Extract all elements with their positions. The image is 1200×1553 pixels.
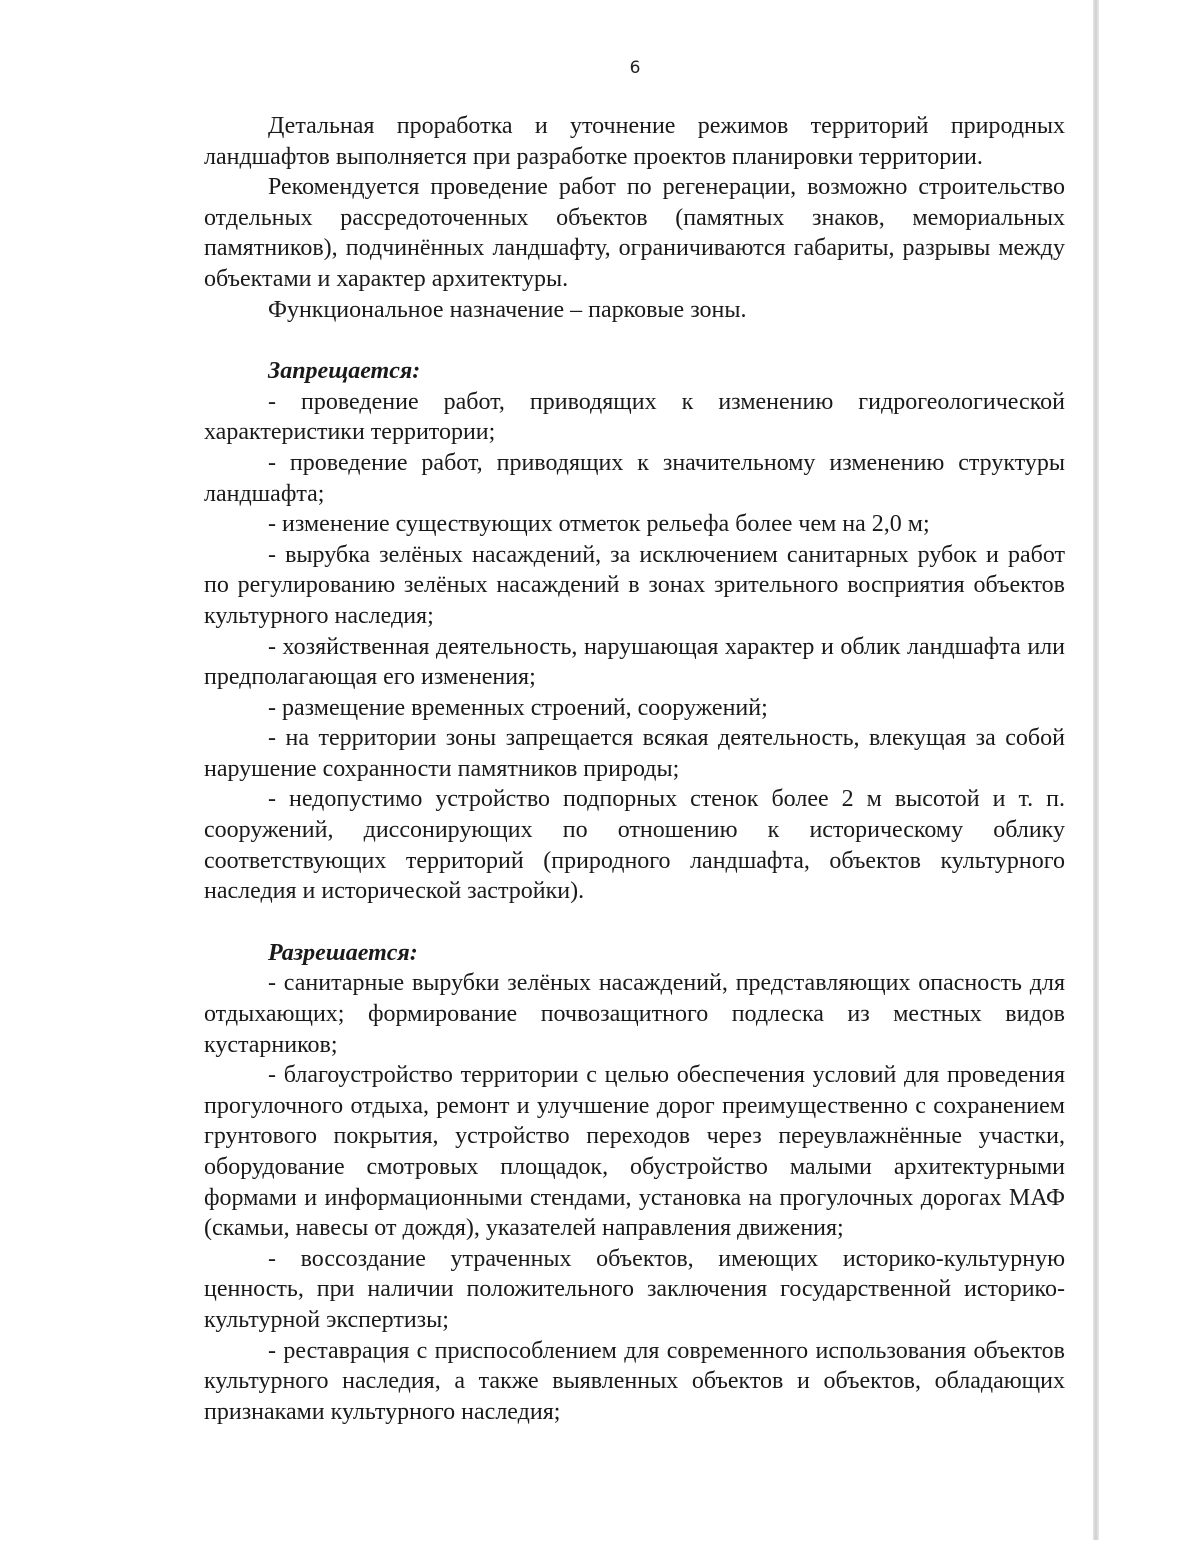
prohibited-item: - на территории зоны запрещается всякая деятельность, влекущая за собой нарушение сохранности памятников природы; <box>204 725 1065 782</box>
intro-paragraph: Детальная проработка и уточнение режимов территорий природных ландшафтов выполняется при разработке проектов планировки территории. <box>204 113 1065 170</box>
document-body <box>204 111 1065 1427</box>
permitted-item: - санитарные вырубки зелёных насаждений, представляющих опасность для отдыхающих; формирование почвозащитного подлеска из местных видов кустарников; <box>204 970 1065 1058</box>
intro-paragraph: Функциональное назначение – парковые зоны. <box>268 296 747 323</box>
prohibited-item: - изменение существующих отметок рельефа более чем на 2,0 м; <box>268 511 930 538</box>
permitted-item: - воссоздание утраченных объектов, имеющих историко-культурную ценность, при наличии положительного заключения государственной историко-культурной экспертизы; <box>204 1245 1065 1333</box>
prohibited-item: - проведение работ, приводящих к значительному изменению структуры ландшафта; <box>204 449 1065 507</box>
intro-paragraph: Рекомендуется проведение работ по регенерации, возможно строительство отдельных рассредоточенных объектов (памятных знаков, мемориальных памятников), подчинённых ландшафту, ограничиваются габариты, разрывы между объектами и характер архитектуры. <box>204 174 1065 292</box>
prohibited-item: - вырубка зелёных насаждений, за исключением санитарных рубок и работ по регулированию зелёных насаждений в зонах зрительного восприятия объектов культурного наследия; <box>204 541 1065 629</box>
prohibited-item: - проведение работ, приводящих к изменению гидрогеологической характеристики территории; <box>204 388 1065 446</box>
permitted-item: - реставрация с приспособлением для современного использования объектов культурного наследия, а также выявленных объектов и объектов, обладающих признаками культурного наследия; <box>204 1337 1065 1425</box>
permitted-heading: Разрешается: <box>268 939 418 966</box>
prohibited-item: - размещение временных строений, сооружений; <box>268 694 768 721</box>
prohibited-item: - недопустимо устройство подпорных стенок более 2 м высотой и т. п. сооружений, диссонирующих по отношению к историческому облику соответствующих территорий (природного ландшафта, объектов культурного наследия и исторической застройки). <box>204 786 1065 905</box>
prohibited-item: - хозяйственная деятельность, нарушающая характер и облик ландшафта или предполагающая его изменения; <box>204 633 1065 691</box>
scan-edge-shadow <box>1093 0 1099 1540</box>
page-number: 6 <box>629 58 641 78</box>
permitted-item: - благоустройство территории с целью обеспечения условий для проведения прогулочного отдыха, ремонт и улучшение дорог преимущественно с сохранением грунтового покрытия, устройство переходов через переувлажнённые участки, оборудование смотровых площадок, обустройство малыми архитектурными формами и информационными стендами, установка на прогулочных дорогах МАФ (скамьи, навесы от дождя), указателей направления движения; <box>204 1062 1065 1242</box>
prohibited-heading: Запрещается: <box>268 358 421 385</box>
